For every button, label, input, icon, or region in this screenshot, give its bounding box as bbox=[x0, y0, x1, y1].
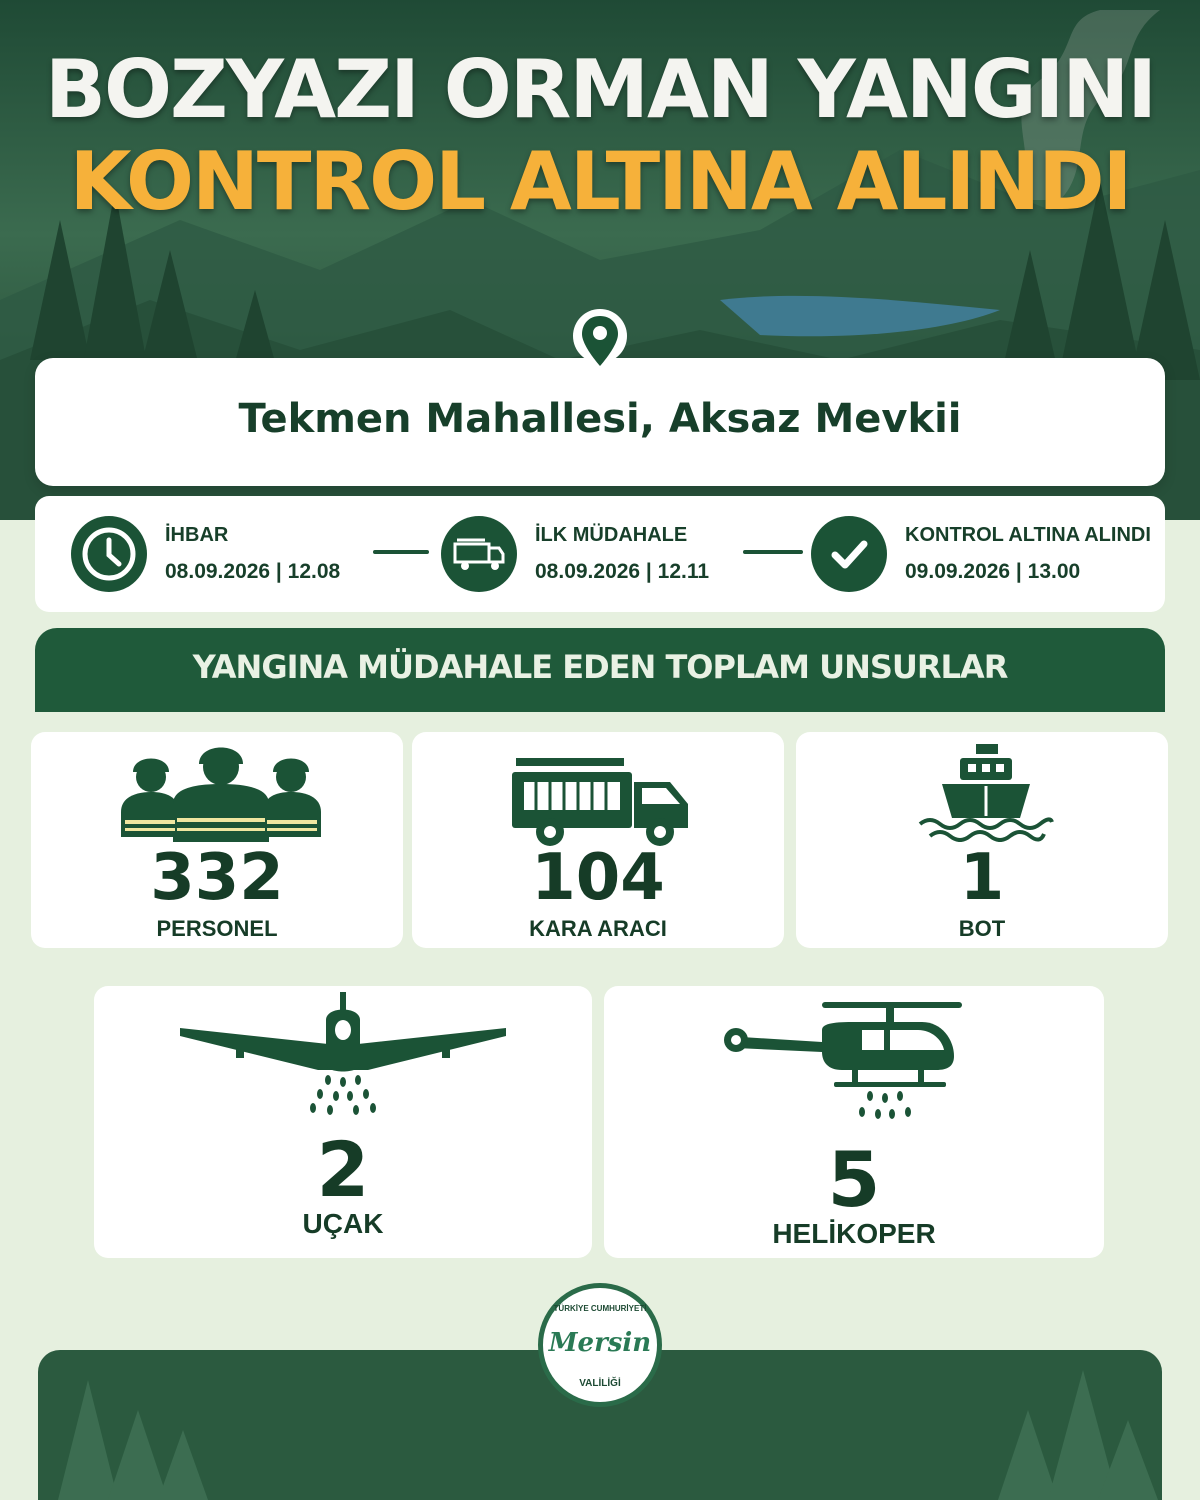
stat-card-helikoper bbox=[604, 986, 1104, 1258]
timeline-date: 08.09.2026 | 12.11 bbox=[535, 560, 710, 583]
timeline-label: İLK MÜDAHALE bbox=[535, 524, 688, 546]
timeline-card bbox=[35, 496, 1165, 612]
clock-icon bbox=[71, 516, 147, 592]
timeline-date: 08.09.2026 | 12.08 bbox=[165, 560, 341, 583]
logo-name: Mersin bbox=[548, 1328, 652, 1358]
section-title: YANGINA MÜDAHALE EDEN TOPLAM UNSURLAR bbox=[192, 648, 1008, 686]
stat-label: KARA ARACI bbox=[529, 916, 667, 941]
location-text: Tekmen Mahallesi, Aksaz Mevkii bbox=[238, 396, 962, 442]
timeline-label: İHBAR bbox=[165, 524, 229, 546]
mersin-valiligi-logo bbox=[538, 1283, 662, 1407]
boat-icon bbox=[916, 742, 1056, 847]
logo-bottom-text: VALİLİĞİ bbox=[579, 1378, 621, 1389]
stat-value: 2 bbox=[316, 1125, 370, 1214]
section-banner bbox=[35, 628, 1165, 712]
stat-value: 104 bbox=[531, 841, 665, 915]
stat-card-personel bbox=[31, 732, 403, 948]
stat-value: 332 bbox=[150, 841, 284, 915]
logo-top-text: TÜRKİYE CUMHURİYETİ bbox=[553, 1304, 647, 1313]
firefighters-icon bbox=[121, 742, 321, 847]
timeline-connector bbox=[373, 550, 429, 554]
stat-label: BOT bbox=[958, 916, 1006, 941]
stat-card-bot bbox=[796, 732, 1168, 948]
stat-value: 5 bbox=[827, 1135, 881, 1224]
stat-label: HELİKOPER bbox=[772, 1218, 936, 1249]
check-icon bbox=[811, 516, 887, 592]
title-line-1: BOZYAZI ORMAN YANGINI bbox=[44, 43, 1156, 136]
timeline-label: KONTROL ALTINA ALINDI bbox=[905, 524, 1151, 546]
page-title bbox=[0, 44, 1200, 228]
timeline-date: 09.09.2026 | 13.00 bbox=[905, 560, 1081, 583]
helicopter-icon bbox=[722, 1000, 962, 1135]
title-line-2: KONTROL ALTINA ALINDI bbox=[69, 135, 1131, 228]
stat-label: PERSONEL bbox=[156, 916, 278, 941]
timeline-connector bbox=[743, 550, 803, 554]
stat-card-kara-araci bbox=[412, 732, 784, 948]
stat-value: 1 bbox=[959, 841, 1005, 915]
airplane-icon bbox=[178, 986, 508, 1121]
fire-truck-icon bbox=[441, 516, 517, 592]
stat-label: UÇAK bbox=[302, 1208, 384, 1239]
fire-truck-icon bbox=[510, 756, 690, 851]
stat-card-ucak bbox=[94, 986, 592, 1258]
location-pin-icon bbox=[572, 308, 628, 380]
